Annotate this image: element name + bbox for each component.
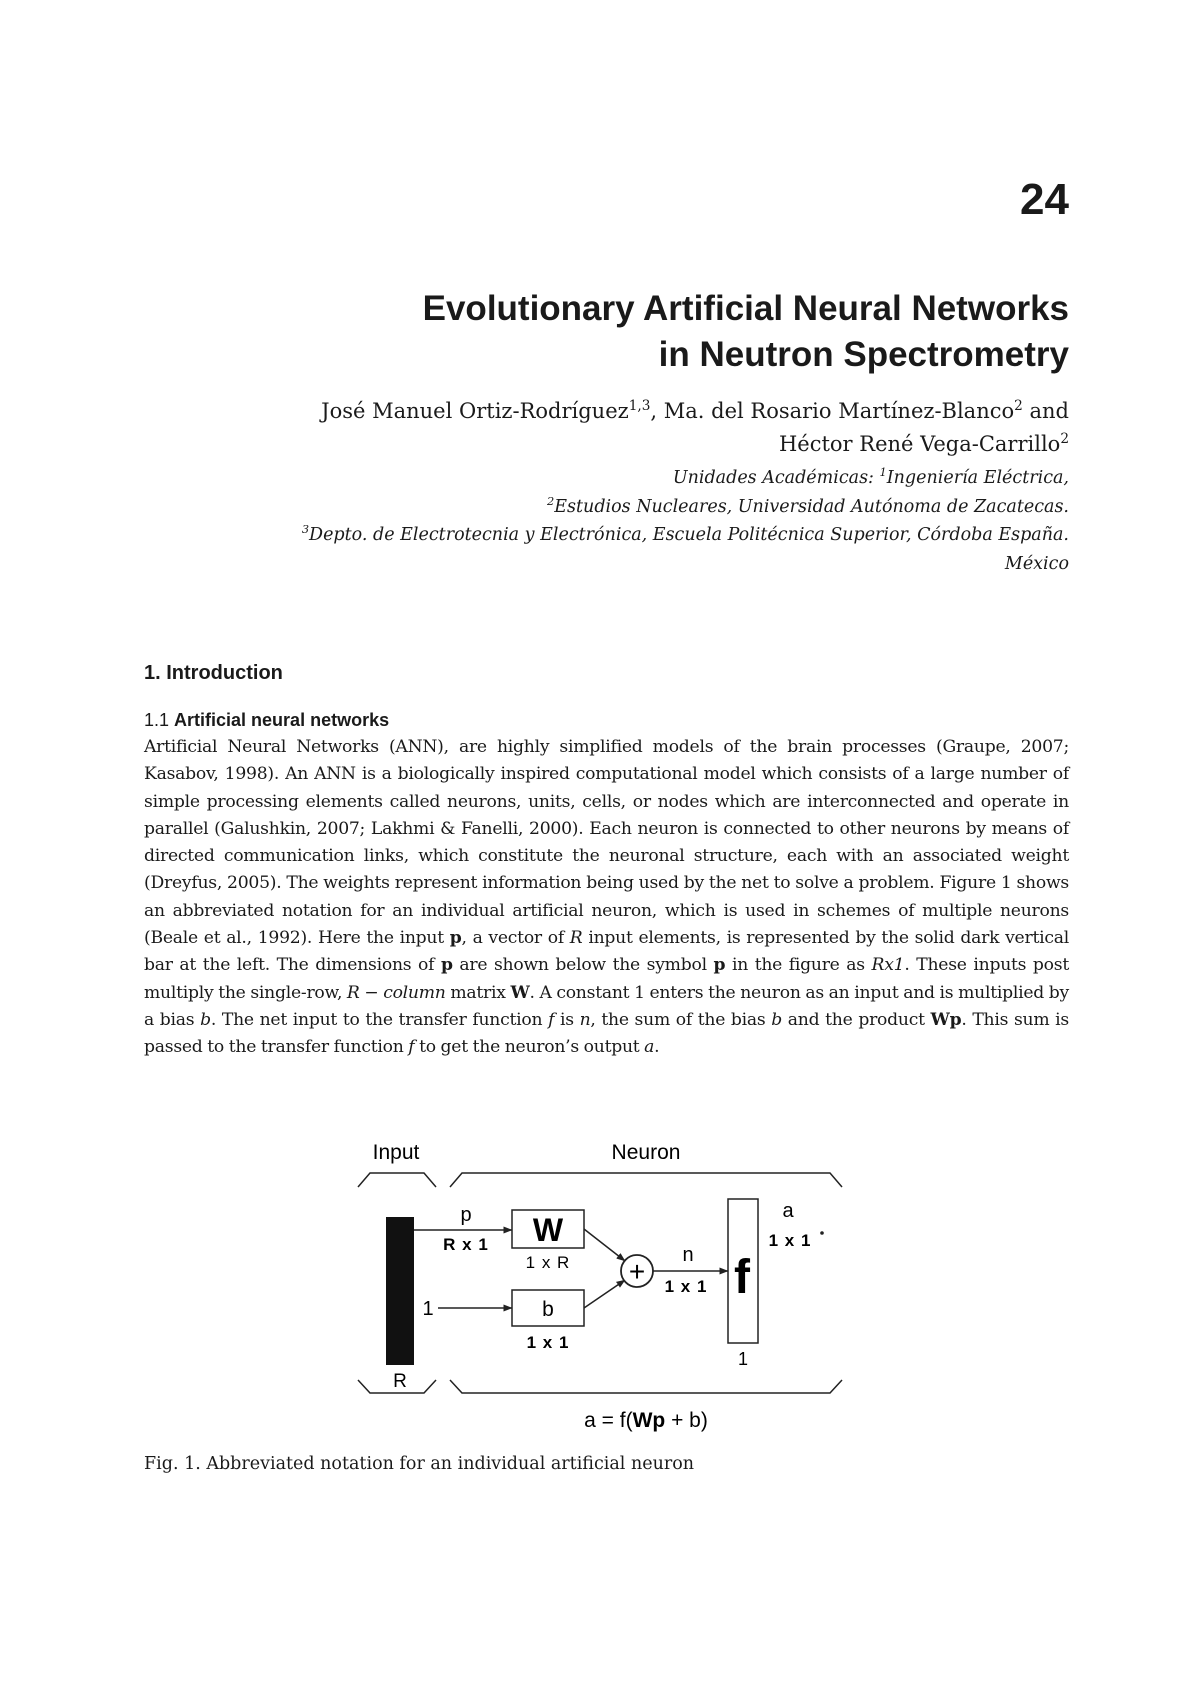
figure-caption: Fig. 1. Abbreviated notation for an individual artificial neuron bbox=[144, 1454, 695, 1474]
math-b: b bbox=[200, 1009, 211, 1030]
author-separator: , bbox=[650, 399, 664, 423]
author-1-affil: 1,3 bbox=[628, 398, 651, 414]
title-line-2: in Neutron Spectrometry bbox=[658, 335, 1069, 374]
weight-label: W bbox=[532, 1212, 564, 1248]
authors-line-1 bbox=[119, 395, 1069, 428]
equation-wp: Wp bbox=[632, 1409, 666, 1432]
text-run: are shown below the symbol bbox=[452, 955, 714, 976]
text-run: . This sum is passed to the transfer function bbox=[144, 1009, 1069, 1058]
input-label: Input bbox=[372, 1141, 420, 1164]
text-run: in the figure as bbox=[725, 955, 872, 976]
text-run: , the sum of the bias bbox=[590, 1009, 772, 1030]
affiliation-2-marker: 2 bbox=[547, 493, 555, 508]
math-f: f bbox=[548, 1009, 555, 1030]
text-run: to get the neuron’s output bbox=[414, 1037, 645, 1058]
neuron-equation bbox=[584, 1409, 708, 1432]
chapter-number: 24 bbox=[1020, 175, 1069, 224]
n-label: n bbox=[682, 1244, 694, 1266]
affiliation-3 bbox=[109, 521, 1069, 550]
math-R-column: R − column bbox=[346, 982, 446, 1003]
text-run: and the product bbox=[782, 1009, 931, 1030]
affiliation-2 bbox=[109, 493, 1069, 522]
equation-part: a = f( bbox=[584, 1409, 633, 1432]
subsection-number: 1.1 bbox=[144, 710, 175, 730]
math-b: b bbox=[771, 1009, 783, 1030]
section-heading: 1. Introduction bbox=[144, 662, 283, 684]
title-line-1: Evolutionary Artificial Neural Networks bbox=[422, 289, 1069, 328]
affiliation-1 bbox=[109, 464, 1069, 493]
text-run: . The net input to the transfer function bbox=[210, 1009, 549, 1030]
text-run: Artificial Neural Networks (ANN), are highly simplified models of the brain processes (Graupe, 2007; Kasabov, 1998). An ANN is a biologically inspired computational model which consists of a large number of simple processing elements called neurons, units, cells, or nodes which are interconnected and operate in parallel (Galushkin, 2007; Lakhmi & Fanelli, 2000). Each neuron is connected to other neurons by means of directed communication links, which constitute the neuronal structure, each with an associated weight (Dreyfus, 2005). The weights represent information being used by the net to solve a problem. Figure 1 shows an abbreviated notation for an individual artificial neuron, which is used in schemes of multiple neurons (Beale et al., 1992). Here the input bbox=[144, 737, 1069, 949]
text-run: input elements, is represented by the solid dark vertical bar at the left. The dimensions of bbox=[144, 928, 1069, 976]
math-f: f bbox=[408, 1037, 415, 1058]
author-2: Ma. del Rosario Martínez-Blanco bbox=[663, 399, 1015, 423]
neuron-brace-bottom bbox=[450, 1380, 842, 1393]
math-p: p bbox=[449, 928, 462, 949]
input-size-label: R bbox=[393, 1371, 407, 1392]
affiliation-1-text: Ingeniería Eléctrica, bbox=[886, 468, 1069, 488]
author-3-affil: 2 bbox=[1060, 431, 1069, 447]
neuron-label: Neuron bbox=[611, 1141, 681, 1164]
text-run: , a vector of bbox=[461, 928, 570, 949]
transfer-function-dim-label: 1 bbox=[737, 1349, 749, 1369]
n-dim-label: 1 x 1 bbox=[664, 1277, 708, 1296]
affiliation-3-marker: 3 bbox=[301, 522, 310, 537]
math-Rx1: Rx1 bbox=[871, 955, 905, 976]
math-W: W bbox=[510, 982, 530, 1003]
text-run: is bbox=[554, 1009, 580, 1030]
math-R: R bbox=[569, 928, 583, 949]
transfer-function-label: f bbox=[734, 1251, 750, 1304]
weight-dim-label: 1 x R bbox=[525, 1253, 571, 1272]
math-p: p bbox=[440, 955, 453, 976]
output-dim-label: 1 x 1 bbox=[768, 1231, 812, 1250]
input-brace-top bbox=[358, 1173, 436, 1187]
bias-label: b bbox=[542, 1298, 554, 1321]
chapter-title bbox=[169, 286, 1069, 378]
summation-symbol: + bbox=[628, 1256, 646, 1287]
affiliation-prefix: Unidades Académicas: bbox=[672, 468, 880, 488]
author-3: Héctor René Vega-Carrillo bbox=[778, 432, 1061, 456]
authors-line-2 bbox=[119, 428, 1069, 461]
neuron-brace-top bbox=[450, 1173, 842, 1187]
bias-dim-label: 1 x 1 bbox=[526, 1333, 570, 1352]
author-2-affil: 2 bbox=[1014, 398, 1023, 414]
affiliation-country: México bbox=[1004, 553, 1069, 574]
neuron-diagram-svg bbox=[340, 1125, 880, 1445]
affiliations bbox=[109, 464, 1069, 578]
math-p: p bbox=[713, 955, 726, 976]
subsection-title: Artificial neural networks bbox=[174, 710, 390, 730]
author-1: José Manuel Ortiz-Rodríguez bbox=[321, 399, 629, 423]
text-run: . These inputs post multiply the single-row, bbox=[144, 955, 1069, 1003]
output-label: a bbox=[782, 1200, 794, 1222]
p-label: p bbox=[460, 1204, 472, 1226]
affiliation-1-marker: 1 bbox=[879, 465, 887, 480]
equation-part: + b) bbox=[665, 1409, 708, 1432]
neuron-diagram bbox=[340, 1125, 880, 1445]
bias-to-sum-arrow bbox=[584, 1280, 625, 1308]
input-vector-bar bbox=[386, 1217, 414, 1365]
author-separator-and: and bbox=[1022, 399, 1069, 423]
bias-input-label: 1 bbox=[422, 1298, 434, 1320]
intro-paragraph bbox=[144, 734, 1069, 1062]
output-dot bbox=[820, 1231, 824, 1235]
math-Wp: Wp bbox=[930, 1009, 962, 1030]
math-n: n bbox=[579, 1009, 591, 1030]
p-dim-label: R x 1 bbox=[443, 1235, 489, 1254]
weight-to-sum-arrow bbox=[584, 1229, 625, 1261]
text-run: . bbox=[654, 1037, 660, 1058]
affiliation-3-text: Depto. de Electrotecnia y Electrónica, Escuela Politécnica Superior, Córdoba España. bbox=[309, 525, 1069, 545]
subsection-heading bbox=[144, 710, 389, 731]
text-run: . A constant 1 enters the neuron as an input and is multiplied by a bias bbox=[144, 982, 1069, 1030]
authors bbox=[119, 395, 1069, 461]
text-run: matrix bbox=[445, 982, 511, 1003]
affiliation-2-text: Estudios Nucleares, Universidad Autónoma de Zacatecas. bbox=[554, 496, 1069, 517]
math-a: a bbox=[644, 1037, 655, 1058]
